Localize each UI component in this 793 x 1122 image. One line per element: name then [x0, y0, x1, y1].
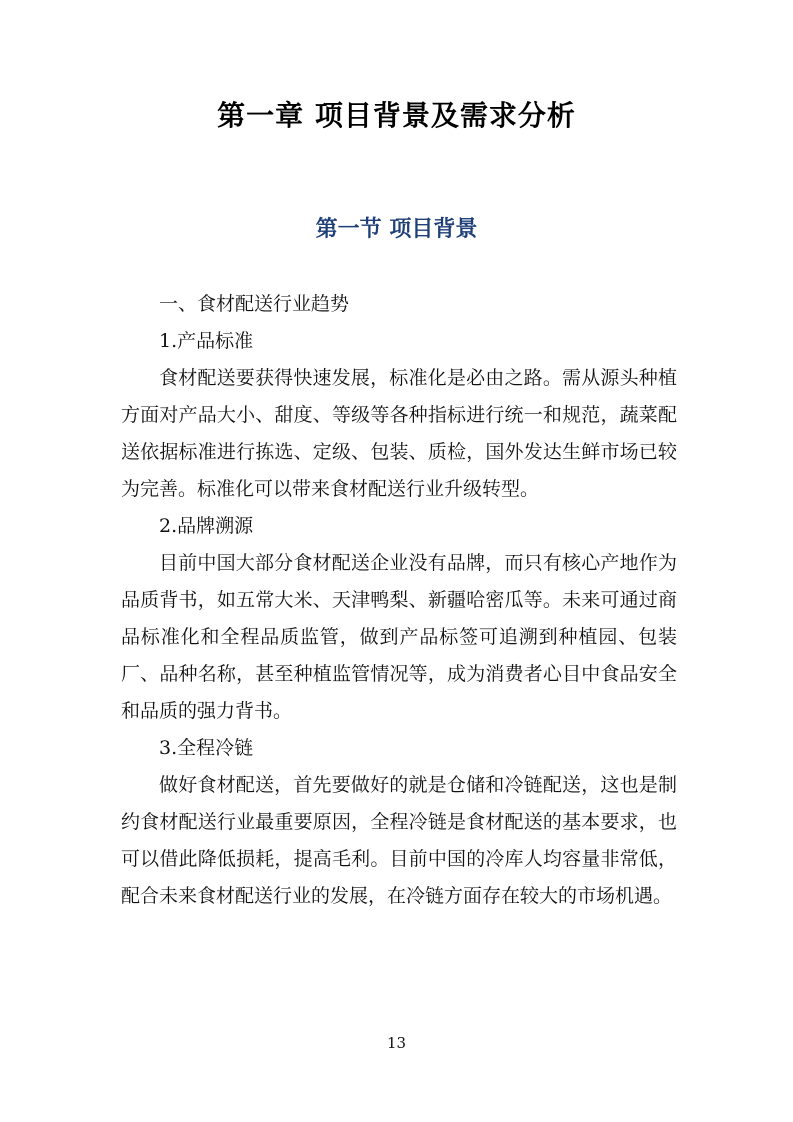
section-title: 第一节 项目背景 [315, 217, 478, 242]
paragraph-product-standard: 食材配送要获得快速发展，标准化是必由之路。需从源头种植方面对产品大小、甜度、等级等各种指标进行统一和规范，蔬菜配送依据标准进行拣选、定级、包装、质检，国外发达生鲜市场已较为完善。标准化可以带来食材配送行业升级转型。 [121, 367, 677, 500]
subheading-product-standard: 1.产品标准 [159, 330, 254, 352]
subheading-brand-traceability: 2.品牌溯源 [159, 515, 254, 537]
page-number: 13 [386, 1034, 407, 1052]
chapter-title: 第一章 项目背景及需求分析 [217, 99, 576, 132]
paragraph-cold-chain: 做好食材配送，首先要做好的就是仓储和冷链配送，这也是制约食材配送行业最重要原因，全程冷链是食材配送的基本要求，也可以借此降低损耗，提高毛利。目前中国的冷库人均容量非常低，配合未来食材配送行业的发展，在冷链方面存在较大的市场机遇。 [121, 774, 677, 907]
subheading-cold-chain: 3.全程冷链 [159, 737, 254, 759]
paragraph-brand-traceability: 目前中国大部分食材配送企业没有品牌，而只有核心产地作为品质背书，如五常大米、天津鸭梨、新疆哈密瓜等。未来可通过商品标准化和全程品质监管，做到产品标签可追溯到种植园、包装厂、品种名称，甚至种植监管情况等，成为消费者心目中食品安全和品质的强力背书。 [121, 552, 677, 722]
body-text [121, 286, 677, 915]
heading-industry-trend: 一、食材配送行业趋势 [159, 293, 350, 315]
